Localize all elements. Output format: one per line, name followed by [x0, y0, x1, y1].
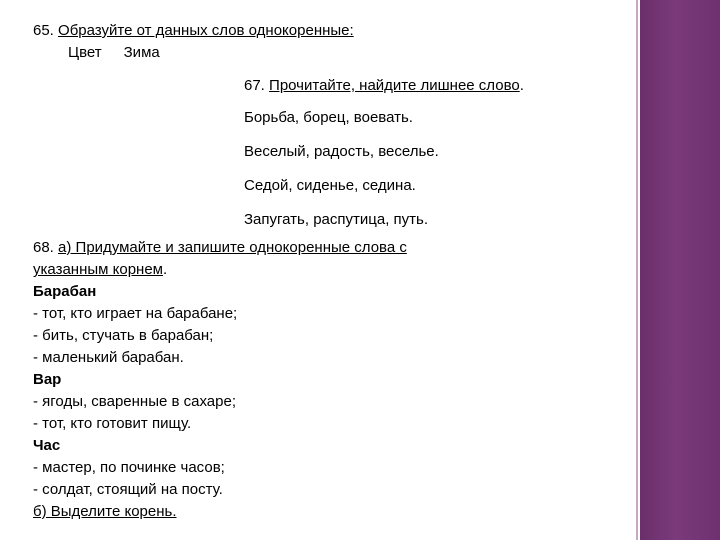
- root-3-heading: Час: [33, 437, 61, 454]
- task-68-number: 68.: [33, 239, 54, 256]
- task-65-number: 65.: [33, 22, 54, 39]
- task-67-line-2: Веселый, радость, веселье.: [244, 143, 439, 160]
- task-67-header: [244, 75, 524, 97]
- root-1-item-1: - тот, кто играет на барабане;: [33, 305, 238, 322]
- root-2-heading: Вар: [33, 371, 62, 388]
- task-65-words: [68, 42, 160, 64]
- task-65-word-1: Цвет: [68, 44, 102, 61]
- task-67-line-4: Запугать, распутица, путь.: [244, 211, 428, 228]
- decorative-divider: [636, 0, 638, 540]
- root-3-item-1: - мастер, по починке часов;: [33, 459, 225, 476]
- task-68-part-a-line-2-row: [33, 259, 167, 281]
- task-67-line-1: Борьба, борец, воевать.: [244, 109, 413, 126]
- task-68-part-a-line-2: указанным корнем: [33, 261, 163, 278]
- task-68-header: [33, 237, 407, 259]
- task-65-instruction: Образуйте от данных слов однокоренные:: [58, 22, 354, 39]
- task-65-word-2: Зима: [123, 44, 160, 61]
- root-3-item-2: - солдат, стоящий на посту.: [33, 481, 223, 498]
- task-68-part-a-trail: .: [162, 261, 168, 278]
- root-2-item-2: - тот, кто готовит пищу.: [33, 415, 192, 432]
- task-67-trail: .: [519, 77, 524, 94]
- decorative-side-band: [640, 0, 720, 540]
- task-67-instruction: Прочитайте, найдите лишнее слово: [269, 77, 520, 94]
- root-1-item-2: - бить, стучать в барабан;: [33, 327, 214, 344]
- task-65-header: [33, 20, 354, 42]
- root-1-heading: Барабан: [33, 283, 97, 300]
- task-68-part-b: б) Выделите корень.: [33, 503, 177, 520]
- task-68-part-a-line-1: а) Придумайте и запишите однокоренные слова с: [58, 239, 407, 256]
- root-1-item-3: - маленький барабан.: [33, 349, 184, 366]
- root-2-item-1: - ягоды, сваренные в сахаре;: [33, 393, 236, 410]
- task-67-number: 67.: [244, 77, 265, 94]
- task-67-line-3: Седой, сиденье, седина.: [244, 177, 416, 194]
